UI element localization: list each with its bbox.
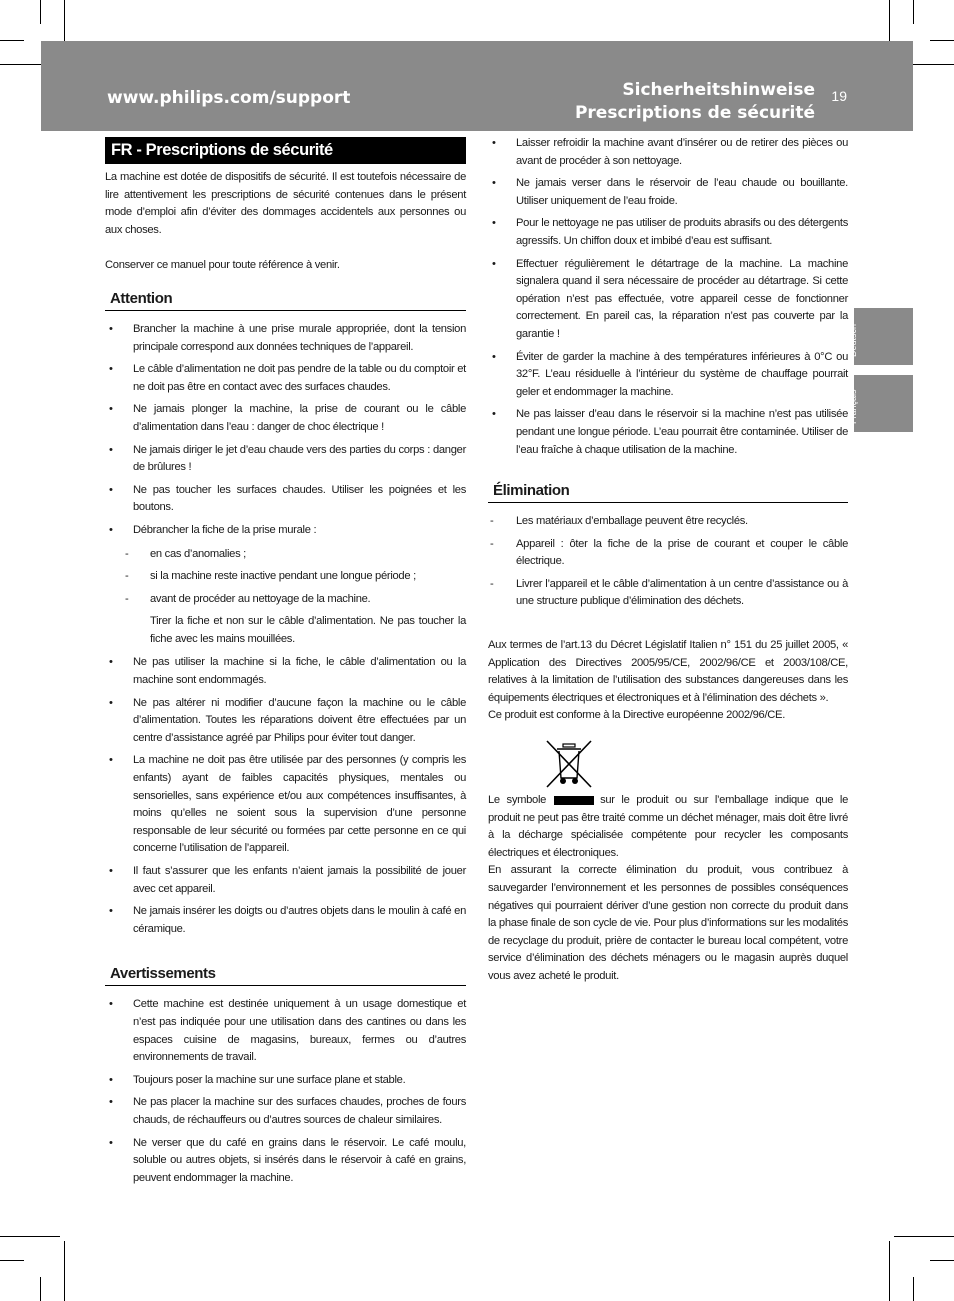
title-line-fr: Prescriptions de sécurité [574,103,815,123]
crop-mark [930,40,954,41]
side-tab-label: Deutsch [848,323,858,357]
crop-mark [894,1236,954,1237]
section-title: FR - Prescriptions de sécurité [105,137,466,164]
crop-mark [64,1241,65,1301]
symbol-text: sur le produit ou sur l’emballage indique que le produit ne peut pas être traité comme un déchet ménager, mais doit être livré à la décharge spécialisée compétente pour recycler les composants électriques et électroniques. [488,794,848,859]
crop-mark [913,0,914,24]
support-url[interactable]: www.philips.com/support [107,88,351,108]
list-item: • Ne verser que du café en grains dans le réservoir. Le café moulu, soluble ou autres objets, si insérés dans le réservoir à café en grains, peuvent endommager la machine. [105,1135,466,1188]
right-column [488,135,848,986]
page-header [41,41,913,131]
list-item: • Débrancher la fiche de la prise murale : [105,522,466,540]
title-line-de: Sicherheitshinweise [622,80,815,100]
page-title [575,79,815,125]
unplug-cases-list [105,546,466,609]
crop-mark [913,1277,914,1301]
list-item: • Le câble d’alimentation ne doit pas pendre de la table ou du comptoir et ne doit pas être en contact avec des surfaces chaudes. [105,361,466,396]
decree-paragraph: Aux termes de l’art.13 du Décret Législatif Italien n° 151 du 25 juillet 2005, « Application des Directives 2005/95/CE, 2002/96/CE et 2003/108/CE, relatives à la limitation de l’utilisation des substances dangereuses dans les équipements électriques et électroniques et à l’élimination des déchets ». [488,639,848,704]
symbol-prefix: Le symbole [488,794,547,807]
list-item: • Ne jamais plonger la machine, la prise de courant ou le câble d’alimentation dans l’eau : danger de choc électrique ! [105,401,466,436]
elimination-list [488,513,848,611]
list-item: - Les matériaux d’emballage peuvent être recyclés. [488,513,848,531]
list-item: • Ne jamais diriger le jet d’eau chaude vers des parties du corps : danger de brûlures ! [105,442,466,477]
crop-mark [0,40,24,41]
recycling-paragraph: En assurant la correcte élimination du produit, vous contribuez à sauvegarder l’environnement et les personnes de possibles conséquences négatives qui pourraient dériver d’une gestion non correcte du produit dans la phase finale de son cycle de vie. Pour plus d’informations sur les modalités de recyclage du produit, prière de contacter le bureau local compétent, votre service d’élimination des déchets ménagers ou le magasin auprès duquel vous avez acheté le produit. [488,864,848,982]
list-item: • Ne jamais insérer les doigts ou d’autres objets dans le moulin à café en céramique. [105,903,466,938]
crop-mark [930,1260,954,1261]
elimination-heading: Élimination [488,481,848,503]
list-item: • La machine ne doit pas être utilisée par des personnes (y compris les enfants) ayant de faibles capacités physiques, mentales ou sensorielles, sans expérience et/ou aux compétences insuffisantes, à moins qu’elles ne soient sous la supervision d’une personne responsable de leur sécurité ou formées par cette personne en ce qui concerne l’utilisation de l’appareil. [105,752,466,858]
conformity-statement: Ce produit est conforme à la Directive européenne 2002/96/CE. [488,709,785,722]
unplug-note: Tirer la fiche et non sur le câble d’alimentation. Ne pas toucher la fiche avec les mains mouillées. [150,615,466,645]
list-item: • Ne pas altérer ni modifier d’aucune façon la machine ou le câble d’alimentation. Toutes les réparations doivent être effectuées par un centre d’assistance agréé par Philips pour éviter tout danger. [105,695,466,748]
crop-mark [0,1236,60,1237]
list-item: • Ne pas laisser d’eau dans le réservoir si la machine n’est pas utilisée pendant une longue période. L’eau pourrait être contaminée. Utiliser de l’eau fraîche à chaque utilisation de la machine. [488,406,848,459]
left-column [105,137,466,1187]
list-item: - avant de procéder au nettoyage de la machine. [105,591,466,609]
list-item: • Brancher la machine à une prise murale appropriée, dont la tension principale correspond aux données techniques de l’appareil. [105,321,466,356]
list-item: - si la machine reste inactive pendant une longue période ; [105,568,466,586]
warnings-list-continued [488,135,848,459]
list-item: • Pour le nettoyage ne pas utiliser de produits abrasifs ou des détergents agressifs. Un chiffon doux et imbibé d’eau est suffisant. [488,215,848,250]
crop-mark [889,1241,890,1301]
warnings-list [105,996,466,1187]
list-item: • Toujours poser la machine sur une surface plane et stable. [105,1072,466,1090]
list-item: - Livrer l’appareil et le câble d’alimentation à un centre d’assistance ou à une structure publique d’élimination des déchets. [488,576,848,611]
attention-heading: Attention [105,289,466,311]
crossed-out-wheelie-bin-icon [544,739,594,789]
crop-mark [40,0,41,24]
list-item: • Ne pas placer la machine sur des surfaces chaudes, proches de fours chauds, de réchauffeurs ou d’autres sources de chaleur similaires. [105,1094,466,1129]
crop-mark [40,1277,41,1301]
page-number: 19 [831,88,847,104]
side-tab-deutsch[interactable] [848,308,913,365]
list-item: • Laisser refroidir la machine avant d’insérer ou de retirer des pièces ou avant de procéder à son nettoyage. [488,135,848,170]
list-item: • Effectuer régulièrement le détartrage de la machine. La machine signalera quand il sera nécessaire de procéder au détartrage. Si cette opération n’est pas effectuée, votre appareil cesse de fonctionner correctement. En pareil cas, la réparation n’est pas couverte par la garantie ! [488,256,848,344]
intro-paragraph: La machine est dotée de dispositifs de sécurité. Il est toutefois nécessaire de lire attentivement les prescriptions de sécurité contenues dans le présent mode d’emploi afin d’éviter des dommages accidentels aux personnes ou aux choses. [105,171,466,236]
symbol-paragraph [488,792,848,862]
list-item: • Cette machine est destinée uniquement à un usage domestique et n’est pas indiquée pour une utilisation dans des cantines ou dans les espaces cuisine de magasins, bureaux, fermes ou d’autres environnements de travail. [105,996,466,1066]
list-item: - Appareil : ôter la fiche de la prise de courant et couper le câble électrique. [488,536,848,571]
warnings-heading: Avertissements [105,964,466,986]
list-item: • Ne pas toucher les surfaces chaudes. Utiliser les poignées et les boutons. [105,482,466,517]
side-tab-label: Français [848,389,858,424]
bar-symbol-icon [554,796,594,805]
list-item: - en cas d’anomalies ; [105,546,466,564]
list-item: • Éviter de garder la machine à des températures inférieures à 0°C ou 32°F. L’eau résiduelle à l’intérieur du système de chauffage pourrait geler et endommager la machine. [488,349,848,402]
keep-manual-note: Conserver ce manuel pour toute référence à venir. [105,259,340,272]
crop-mark [0,1260,24,1261]
list-item: • Il faut s’assurer que les enfants n’aient jamais la possibilité de jouer avec cet appareil. [105,863,466,898]
attention-list-continued [105,654,466,938]
list-item: • Ne pas utiliser la machine si la fiche, le câble d’alimentation ou la machine sont endommagés. [105,654,466,689]
list-item: • Ne jamais verser dans le réservoir de l’eau chaude ou bouillante. Utiliser uniquement de l’eau froide. [488,175,848,210]
attention-list [105,321,466,540]
side-tab-francais[interactable] [848,375,913,432]
